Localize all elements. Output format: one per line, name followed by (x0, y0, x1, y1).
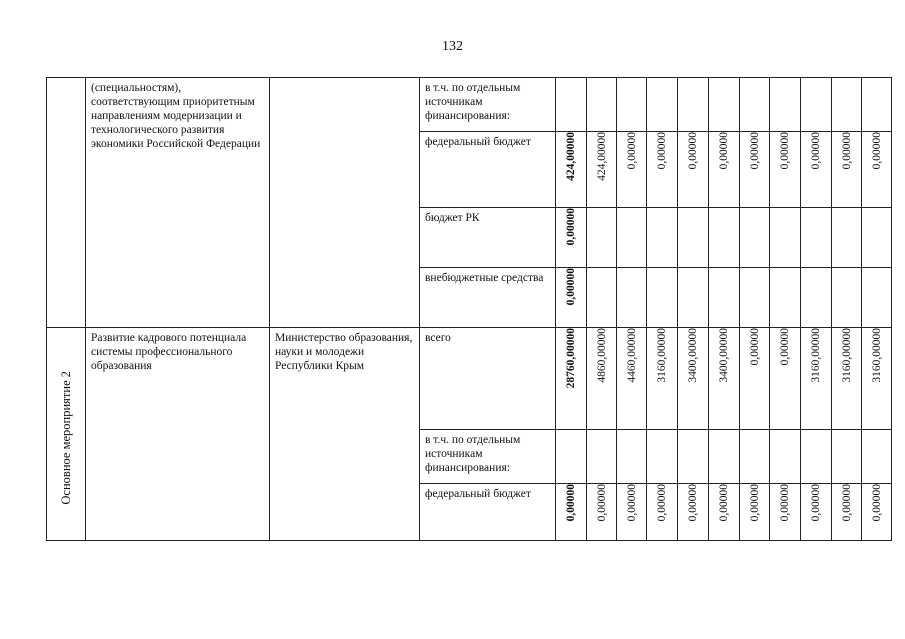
year-value: 0,00000 (779, 132, 791, 170)
total-value: 28760,00000 (565, 328, 577, 389)
measure-description: Развитие кадрового потенциала системы профессионального образования (86, 328, 270, 541)
program-label-cell (47, 328, 86, 541)
year-value: 3160,00000 (840, 328, 853, 383)
source-label: федеральный бюджет (420, 132, 556, 208)
year-value: 3160,00000 (870, 328, 883, 383)
year-value: 0,00000 (870, 132, 883, 170)
source-label: в т.ч. по отдельным источникам финансирования: (420, 430, 556, 484)
year-value: 3400,00000 (718, 328, 730, 383)
total-value: 0,00000 (565, 268, 577, 306)
measure-label: Основное мероприятие 2 (59, 371, 73, 505)
year-value: 4460,00000 (625, 328, 638, 383)
total-value: 0,00000 (565, 208, 577, 246)
year-value: 0,00000 (840, 132, 853, 170)
total-value: 424,00000 (565, 132, 577, 181)
year-value: 0,00000 (625, 484, 638, 522)
program-label-cell (47, 78, 86, 328)
total-value: 0,00000 (565, 484, 577, 522)
executor-cell (270, 78, 420, 328)
year-value: 0,00000 (779, 328, 791, 366)
year-value: 0,00000 (810, 484, 822, 522)
year-value: 0,00000 (687, 132, 699, 170)
year-value: 0,00000 (748, 484, 761, 522)
source-label: всего (420, 328, 556, 430)
year-value: 3160,00000 (656, 328, 668, 383)
year-value: 3160,00000 (810, 328, 822, 383)
year-value: 0,00000 (718, 132, 730, 170)
measure-description: (специальностям), соответствующим приоритетным направлениям модернизации и технологического развития экономики Российской Федерации (86, 78, 270, 328)
year-value: 0,00000 (779, 484, 791, 522)
year-value: 0,00000 (656, 484, 668, 522)
year-value: 0,00000 (625, 132, 638, 170)
source-label: федеральный бюджет (420, 484, 556, 541)
year-value: 424,00000 (595, 132, 608, 181)
budget-table (46, 77, 892, 541)
year-value: 4860,00000 (595, 328, 608, 383)
executor-cell: Министерство образования, науки и молодежи Республики Крым (270, 328, 420, 541)
table-row (47, 328, 892, 430)
year-value: 0,00000 (595, 484, 608, 522)
year-value: 0,00000 (748, 132, 761, 170)
year-value: 3400,00000 (687, 328, 699, 383)
source-label: бюджет РК (420, 208, 556, 268)
year-value: 0,00000 (870, 484, 883, 522)
year-value: 0,00000 (810, 132, 822, 170)
page-number: 132 (442, 39, 463, 54)
year-value: 0,00000 (840, 484, 853, 522)
source-label: внебюджетные средства (420, 268, 556, 328)
source-label: в т.ч. по отдельным источникам финансирования: (420, 78, 556, 132)
year-value: 0,00000 (687, 484, 699, 522)
year-value: 0,00000 (748, 328, 761, 366)
table-row (47, 78, 892, 132)
year-value: 0,00000 (718, 484, 730, 522)
year-value: 0,00000 (656, 132, 668, 170)
